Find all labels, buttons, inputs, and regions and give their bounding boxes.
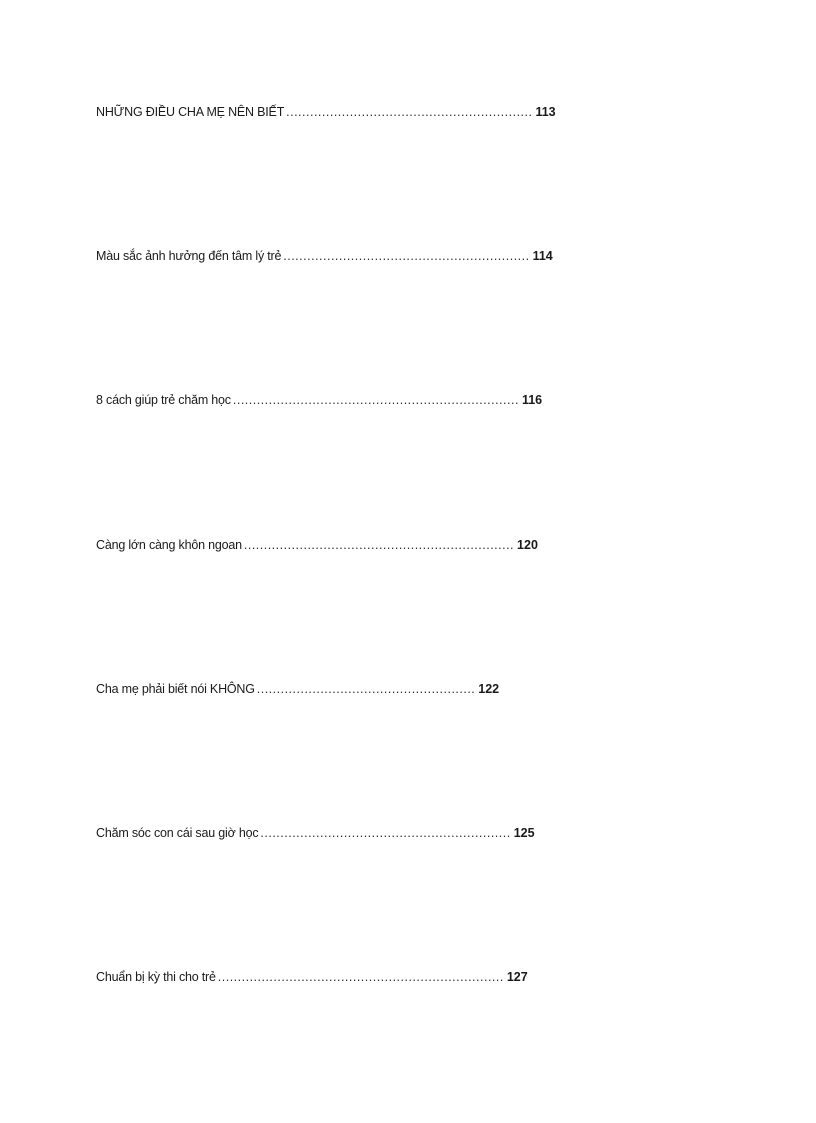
toc-dot-leader: ....................................................................: [243, 538, 515, 552]
toc-page-number: 114: [532, 249, 553, 263]
toc-entry[interactable]: [96, 391, 542, 409]
toc-entry[interactable]: [96, 247, 553, 265]
toc-page-number: 120: [517, 538, 538, 552]
toc-page-number: 113: [535, 105, 556, 119]
toc-dot-leader: ..............................................................: [286, 105, 533, 119]
toc-page-number: 125: [513, 826, 535, 840]
toc-entry-title: Chuẩn bị kỳ thi cho trẻ: [96, 970, 216, 984]
toc-entry-title: Càng lớn càng khôn ngoan: [96, 538, 242, 552]
toc-entry-title: Chăm sóc con cái sau giờ học: [96, 826, 259, 840]
toc-entry-title: NHỮNG ĐIỀU CHA MẸ NÊN BIẾT: [96, 105, 285, 119]
toc-page-number: 127: [506, 970, 528, 984]
toc-page-number: 122: [478, 682, 500, 696]
toc-entry-title: Cha mẹ phải biết nói KHÔNG: [96, 682, 255, 696]
toc-entry[interactable]: [96, 103, 556, 121]
toc-entry-title: 8 cách giúp trẻ chăm học: [96, 393, 231, 407]
toc-dot-leader: ........................................................................: [232, 393, 519, 407]
toc-entry-title: Màu sắc ảnh hưởng đến tâm lý trẻ: [96, 249, 282, 263]
toc-entry[interactable]: [96, 824, 535, 842]
toc-dot-leader: ...............................................................: [260, 826, 511, 840]
toc-dot-leader: ........................................................................: [217, 970, 504, 984]
toc-entry[interactable]: [96, 968, 528, 986]
toc-dot-leader: ..............................................................: [283, 249, 530, 263]
toc-entry[interactable]: [96, 536, 538, 554]
toc-entry[interactable]: [96, 680, 499, 698]
toc-page-number: 116: [521, 393, 543, 407]
toc-dot-leader: .......................................................: [256, 682, 476, 696]
